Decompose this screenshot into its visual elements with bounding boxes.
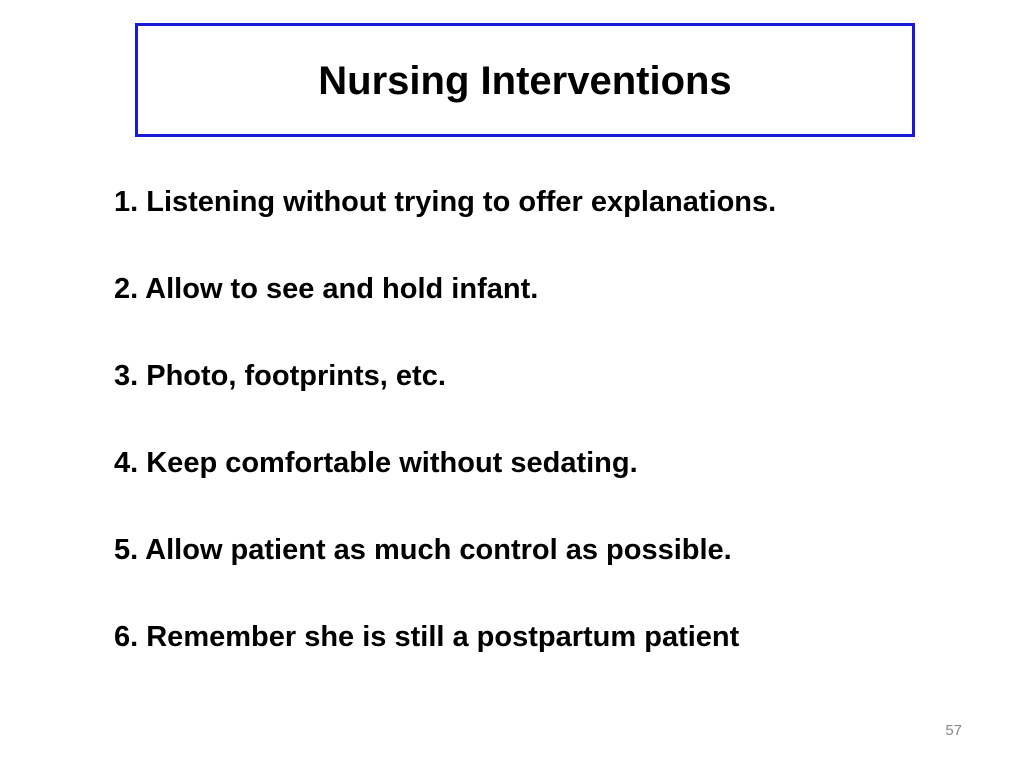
- list-item: 5. Allow patient as much control as possible.: [114, 534, 732, 566]
- list-item: 2. Allow to see and hold infant.: [114, 273, 539, 305]
- list-item: 4. Keep comfortable without sedating.: [114, 447, 638, 479]
- slide-title: Nursing Interventions: [318, 58, 732, 103]
- list-item: 1. Listening without trying to offer explanations.: [114, 186, 777, 218]
- list-item: 6. Remember she is still a postpartum patient: [114, 621, 740, 653]
- intervention-list: [114, 184, 974, 706]
- title-box: [135, 23, 915, 137]
- page-number: 57: [945, 722, 962, 739]
- list-item: 3. Photo, footprints, etc.: [114, 360, 446, 392]
